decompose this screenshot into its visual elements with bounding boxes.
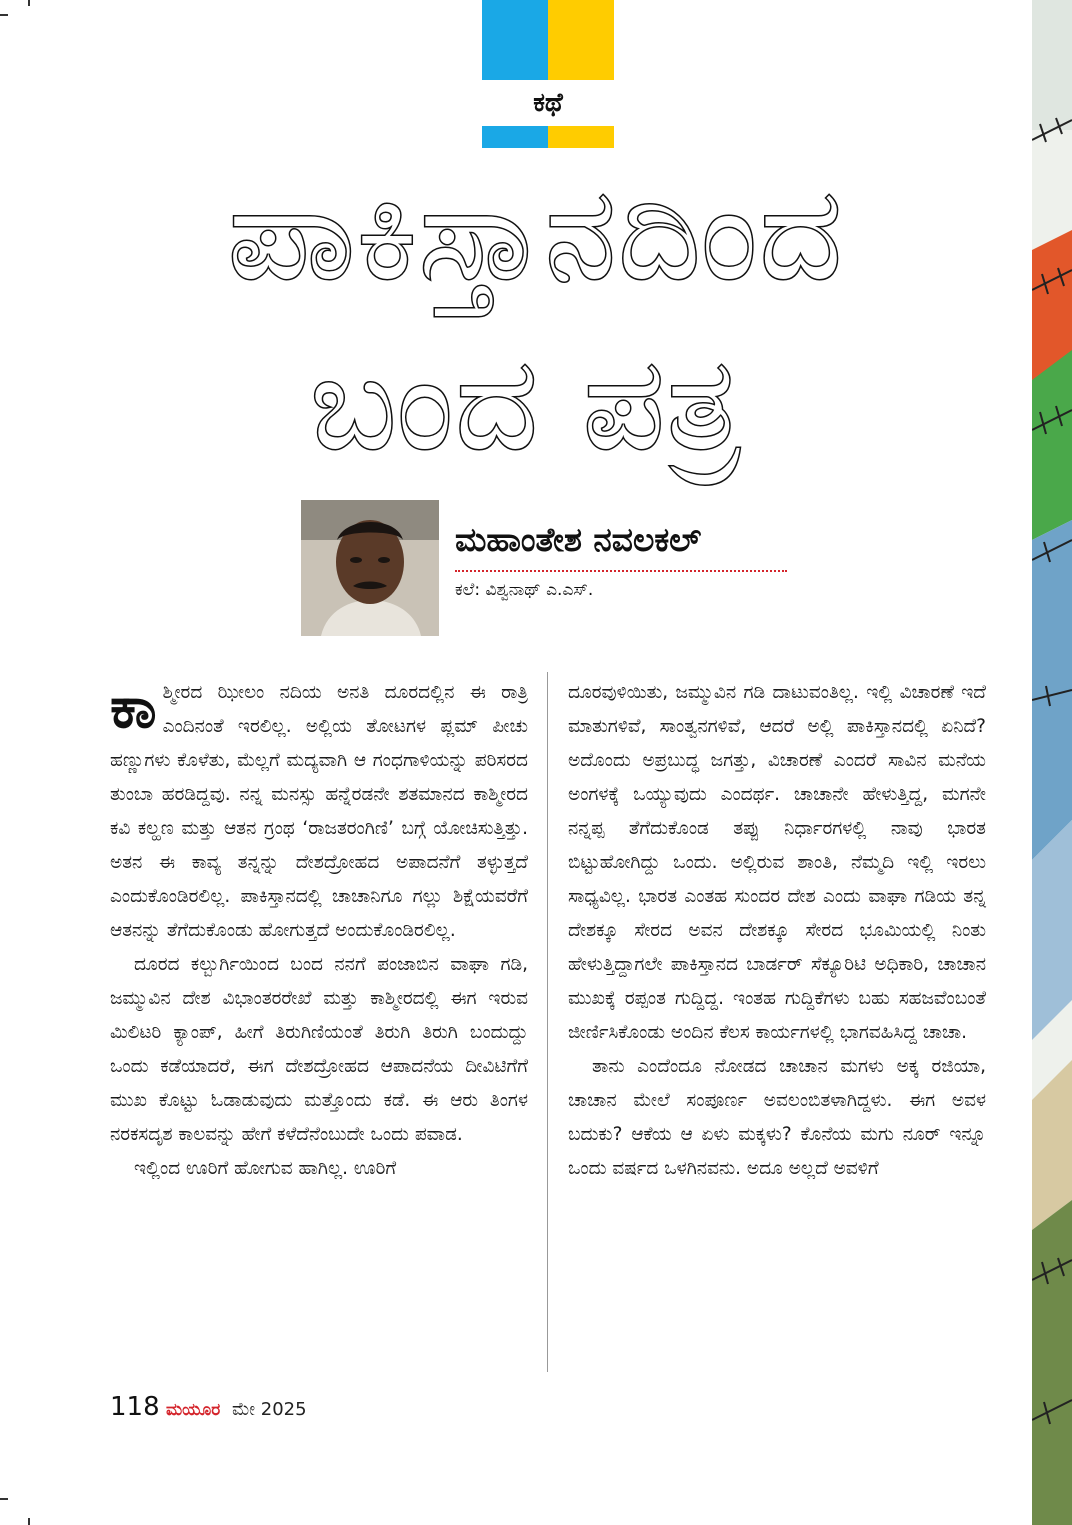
paragraph: ಶ್ಮೀರದ ಝೀಲಂ ನದಿಯ ಅನತಿ ದೂರದಲ್ಲಿನ ಈ ರಾತ್ರಿ ಎಂದಿನಂತೆ ಇರಲಿಲ್ಲ. ಅಲ್ಲಿಯ ತೋಟಗಳ ಪ್ಲಮ್ ಪೀಚು ಹಣ್ಣುಗಳು ಕೊಳೆತು, ಮೆಲ್ಲಗೆ ಮದ್ಯವಾಗಿ ಆ ಗಂಧಗಾಳಿಯನ್ನು ಪರಿಸರದ ತುಂಬಾ ಹರಡಿದ್ದವು. ನನ್ನ ಮನಸ್ಸು ಹನ್ನೆರಡನೇ ಶತಮಾನದ ಕಾಶ್ಮೀರದ ಕವಿ ಕಲ್ಹಣ ಮತ್ತು ಆತನ ಗ್ರಂಥ ‘ರಾಜತರಂಗಿಣಿ’ ಬಗ್ಗೆ ಯೋಚಿಸುತ್ತಿತ್ತು. ಅತನ ಈ ಕಾವ್ಯ ತನ್ನನ್ನು ದೇಶದ್ರೋಹದ ಅಪಾದನೆಗೆ ತಳ್ಳುತ್ತದೆ ಎಂದುಕೊಂಡಿರಲಿಲ್ಲ. ಪಾಕಿಸ್ತಾನದಲ್ಲಿ ಚಾಚಾನಿಗೂ ಗಲ್ಲು ಶಿಕ್ಷೆಯವರೆಗೆ ಆತನನ್ನು ತೆಗೆದುಕೊಂಡು ಹೋಗುತ್ತದೆ ಅಂದುಕೊಂಡಿರಲಿಲ್ಲ. (110, 682, 528, 941)
blue-paint-shape (1032, 520, 1072, 860)
article-title-line-2: ಬಂದ ಪತ್ರ (310, 330, 742, 479)
issue-date: ಮೇ 2025 (232, 1399, 307, 1420)
illustration-credit: ಕಲೆ: ವಿಶ್ವನಾಥ್ ಎ.ಎಸ್. (455, 580, 594, 600)
tag-blue-bar (482, 0, 548, 80)
tag-yellow-strip (548, 126, 614, 148)
crop-mark (0, 14, 8, 16)
paragraph: ಇಲ್ಲಿಂದ ಊರಿಗೆ ಹೋಗುವ ಹಾಗಿಲ್ಲ. ಊರಿಗೆ (134, 1158, 397, 1179)
column-divider (547, 672, 548, 1372)
page-number: 118 (110, 1392, 160, 1422)
paragraph: ತಾನು ಎಂದೆಂದೂ ನೋಡದ ಚಾಚಾನ ಮಗಳು ಅಕ್ಕ ರಜಿಯಾ, ಚಾಚಾನ ಮೇಲೆ ಸಂಪೂರ್ಣ ಅವಲಂಬಿತಳಾಗಿದ್ದಳು. ಈಗ ಅವಳ ಬದುಕು? ಆಕೆಯ ಆ ಏಳು ಮಕ್ಕಳು? ಕೊನೆಯ ಮಗು ನೂರ್ ಇನ್ನೂ ಒಂದು ವರ್ಷದ ಒಳಗಿನವನು. ಅದೂ ಅಲ್ಲದೆ ಅವಳಿಗೆ (568, 1056, 986, 1179)
olive-paint-shape (1032, 1200, 1072, 1525)
dropcap: ಕಾ (110, 673, 157, 741)
tag-yellow-bar (548, 0, 614, 80)
tag-blue-strip (482, 126, 548, 148)
section-tag: ಕಥೆ (482, 82, 614, 124)
paragraph: ದೂರದ ಕಲ್ಬುರ್ಗಿಯಿಂದ ಬಂದ ನನಗೆ ಪಂಜಾಬಿನ ವಾಘಾ ಗಡಿ, ಜಮ್ಮುವಿನ ದೇಶ ವಿಭಾಂತರರೇಖೆ ಮತ್ತು ಕಾಶ್ಮೀರದಲ್ಲಿ ಈಗ ಇರುವ ಮಿಲಿಟರಿ ಕ್ಯಾಂಪ್, ಹೀಗೆ ತಿರುಗಿಣಿಯಂತೆ ತಿರುಗಿ ತಿರುಗಿ ಬಂದುದ್ದು ಒಂದು ಕಡೆಯಾದರೆ, ಈಗ ದೇಶದ್ರೋಹದ ಆಪಾದನೆಯ ದೀವಿಟಿಗೆಗೆ ಮುಖ ಕೊಟ್ಟು ಓಡಾಡುವುದು ಮತ್ತೊಂದು ಕಡೆ. ಈ ಆರು ತಿಂಗಳ ನರಕಸದೃಶ ಕಾಲವನ್ನು ಹೇಗೆ ಕಳೆದೆನೆಂಬುದೇ ಒಂದು ಪವಾಡ. (110, 954, 528, 1145)
author-divider (455, 570, 787, 572)
body-column-left (110, 673, 528, 1186)
magazine-logo: ಮಯೂರ (166, 1400, 221, 1420)
article-title-line-1: ಪಾಕಿಸ್ತಾನದಿಂದ (227, 160, 845, 309)
author-photo (301, 500, 439, 636)
author-name: ಮಹಾಂತೇಶ ನವಲಕಲ್ (455, 520, 702, 559)
crop-mark (28, 0, 30, 6)
crop-mark (0, 1498, 8, 1500)
section-tag-block (482, 0, 614, 148)
crop-mark (28, 1518, 30, 1525)
body-column-right (568, 676, 986, 1186)
paragraph: ದೂರವುಳಿಯಿತು, ಜಮ್ಮುವಿನ ಗಡಿ ದಾಟುವಂತಿಲ್ಲ. ಇಲ್ಲಿ ವಿಚಾರಣೆ ಇದೆ ಮಾತುಗಳಿವೆ, ಸಾಂತ್ವನಗಳಿವೆ, ಆದರೆ ಅಲ್ಲಿ ಪಾಕಿಸ್ತಾನದಲ್ಲಿ ಏನಿದೆ? ಅದೊಂದು ಅಪ್ರಬುದ್ಧ ಜಗತ್ತು, ವಿಚಾರಣೆ ಎಂದರೆ ಸಾವಿನ ಮನೆಯ ಅಂಗಳಕ್ಕೆ ಒಯ್ಯುವುದು ಎಂದರ್ಥ. ಚಾಚಾನೇ ಹೇಳುತ್ತಿದ್ದ, ಮಗನೇ ನನ್ನಪ್ಪ ತೆಗೆದುಕೊಂಡ ತಪ್ಪು ನಿರ್ಧಾರಗಳಲ್ಲಿ ನಾವು ಭಾರತ ಬಿಟ್ಟುಹೋಗಿದ್ದು ಒಂದು. ಅಲ್ಲಿರುವ ಶಾಂತಿ, ನೆಮ್ಮದಿ ಇಲ್ಲಿ ಇರಲು ಸಾಧ್ಯವಿಲ್ಲ. ಭಾರತ ಎಂತಹ ಸುಂದರ ದೇಶ ಎಂದು ವಾಘಾ ಗಡಿಯ ತನ್ನ ದೇಶಕ್ಕೂ ಸೇರದ ಅವನ ದೇಶಕ್ಕೂ ಸೇರದ ಭೂಮಿಯಲ್ಲಿ ನಿಂತು ಹೇಳುತ್ತಿದ್ದಾಗಲೇ ಪಾಕಿಸ್ತಾನದ ಬಾರ್ಡರ್ ಸೆಕ್ಯೂರಿಟಿ ಅಧಿಕಾರಿ, ಚಾಚಾನ ಮುಖಕ್ಕೆ ರಪ್ಪಂತ ಗುದ್ದಿದ್ದ. ಇಂತಹ ಗುದ್ದಿಕೆಗಳು ಬಹು ಸಹಜವೆಂಬಂತೆ ಜೀರ್ಣಿಸಿಕೊಂಡು ಅಂದಿನ ಕೆಲಸ ಕಾರ್ಯಗಳಲ್ಲಿ ಭಾಗವಹಿಸಿದ್ದ ಚಾಚಾ. (568, 682, 986, 1043)
